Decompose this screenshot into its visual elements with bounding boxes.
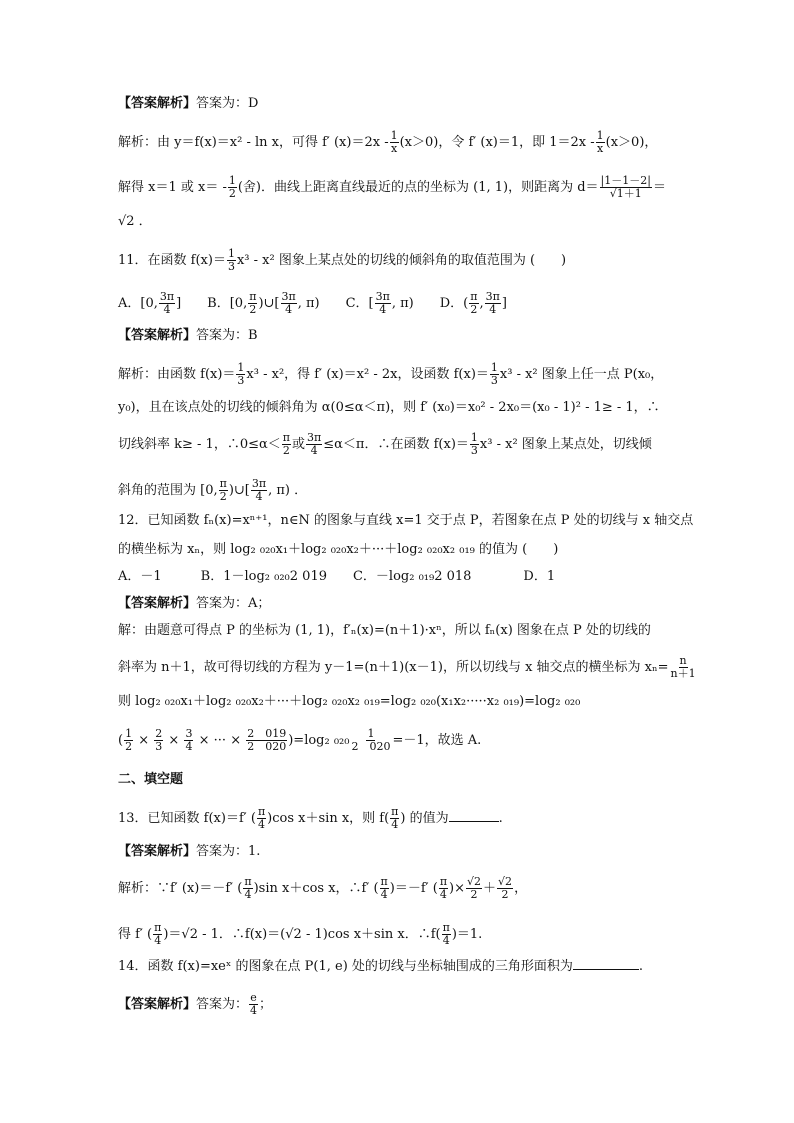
answer-blank bbox=[449, 821, 499, 822]
q12-solution-line3: 则 log₂ ₀₂₀x₁＋log₂ ₀₂₀x₂＋···＋log₂ ₀₂₀x₂ ₀₁₉=log₂ ₀₂₀(x₁x₂·····x₂ ₀₁₉)=log₂ ₀₂₀ bbox=[118, 694, 581, 709]
q11-solution-line4: 斜角的范围为 [0, $\frac{\pi}{2}$ )∪[ $\frac{3\pi}{4}$ , π) ． bbox=[118, 477, 308, 503]
q11-stem: 11．在函数 f(x)＝ $\frac{1}{3}$ x³ - x² 图象上某点处的切线的倾斜角的取值范围为 ( ) bbox=[118, 247, 567, 273]
q13-answer-line: 【答案解析】答案为：1. bbox=[118, 844, 261, 859]
q14-answer-line: 【答案解析】答案为： $\frac{e}{4}$ ； bbox=[118, 991, 273, 1017]
answer-blank bbox=[573, 969, 639, 970]
q11-options: A．[0, $\frac{3\pi}{4}$ ] B．[0, $\frac{\pi}{2}$ )∪[ $\frac{3\pi}{4}$ , π) C．[ $\frac{3\pi}{4}$ , π) D．( $\frac{\pi}{2}$ , $\frac{3\pi}{4}$ ] bbox=[118, 290, 507, 316]
q12-options: A．－1 B．1－log₂ ₀₂₀2 019 C．－log₂ ₀₁₉2 018 D．1 bbox=[118, 569, 556, 584]
q12-solution-line1: 解：由题意可得点 P 的坐标为 (1, 1)，f′ₙ(x)=(n＋1)·xⁿ，所以 fₙ(x) 图象在点 P 处的切线的 bbox=[118, 623, 651, 638]
q12-answer-line: 【答案解析】答案为：A； bbox=[118, 596, 271, 611]
q10-answer-line: 【答案解析】答案为：D bbox=[118, 96, 259, 111]
q13-stem: 13．已知函数 f(x)＝f′ ( $\frac{\pi}{4}$ )cos x＋sin x，则 f( $\frac{\pi}{4}$ ) 的值为 . bbox=[118, 805, 503, 831]
section-heading: 二、填空题 bbox=[118, 772, 184, 787]
q10-solution-line1: 解析：由 y＝f(x)＝x² - ln x，可得 f′ (x)＝2x - $\frac{1}{x}$ (x＞0)，令 f′ (x)＝1，即 1＝2x - $\frac{1}{x}$ (x＞0)， bbox=[118, 129, 658, 155]
q10-solution-line3: √2 ． bbox=[118, 214, 152, 229]
q12-solution-line4: ( $\frac{1}{2}$ × $\frac{2}{3}$ × $\frac{3}{4}$ × ··· × $\frac{2 019}{2 020}$ )=log₂ ₀₂₀ $\frac{1}{2 020}$ =－1，故选 A. bbox=[118, 727, 482, 753]
q12-stem1: 12．已知函数 fₙ(x)=xⁿ⁺¹，n∈N 的图象与直线 x=1 交于点 P，若图象在点 P 处的切线与 x 轴交点 bbox=[118, 513, 694, 528]
q10-solution-line2: 解得 x＝1 或 x＝ - $\frac{1}{2}$ (舍)．曲线上距离直线最近的点的坐标为 (1, 1)，则距离为 d＝ $\frac{|1-1-2|}{√1+1}$ ＝ bbox=[118, 174, 666, 200]
q11-solution-line3: 切线斜率 k≥ - 1，∴0≤α＜ $\frac{\pi}{2}$ 或 $\frac{3\pi}{4}$ ≤α＜π．∴在函数 f(x)＝ $\frac{1}{3}$ x³ - x² 图象上某点处，切线倾 bbox=[118, 431, 652, 457]
q11-solution-line2: y₀)，且在该点处的切线的倾斜角为 α(0≤α＜π)，则 f′ (x₀)＝x₀² - 2x₀＝(x₀ - 1)² - 1≥ - 1，∴ bbox=[118, 400, 660, 415]
q14-stem: 14．函数 f(x)=xeˣ 的图象在点 P(1, e) 处的切线与坐标轴围成的三角形面积为 . bbox=[118, 959, 644, 974]
q13-solution-line1: 解析：∵f′ (x)＝－f′ ( $\frac{\pi}{4}$ )sin x＋cos x，∴f′ ( $\frac{\pi}{4}$ )＝－f′ ( $\frac{\pi}{4}$ )× $\frac{√2}{2}$ ＋ $\frac{√2}{2}$ ， bbox=[118, 875, 528, 901]
q11-solution-line1: 解析：由函数 f(x)＝ $\frac{1}{3}$ x³ - x²，得 f′ (x)＝x² - 2x，设函数 f(x)＝ $\frac{1}{3}$ x³ - x² 图象上任一点 P(x₀， bbox=[118, 361, 664, 387]
q12-stem2: 的横坐标为 xₙ，则 log₂ ₀₂₀x₁＋log₂ ₀₂₀x₂＋···＋log₂ ₀₂₀x₂ ₀₁₉ 的值为 ( ) bbox=[118, 542, 559, 557]
q11-answer-line: 【答案解析】答案为：B bbox=[118, 328, 258, 343]
q13-solution-line2: 得 f′ ( $\frac{\pi}{4}$ )＝√2 - 1．∴f(x)＝(√2 - 1)cos x＋sin x．∴f( $\frac{\pi}{4}$ )＝1. bbox=[118, 921, 483, 947]
q12-solution-line2: 斜率为 n＋1，故可得切线的方程为 y－1=(n＋1)(x－1)，所以切线与 x 轴交点的横坐标为 xₙ= $\frac{n}{n+1}$ bbox=[118, 654, 696, 680]
